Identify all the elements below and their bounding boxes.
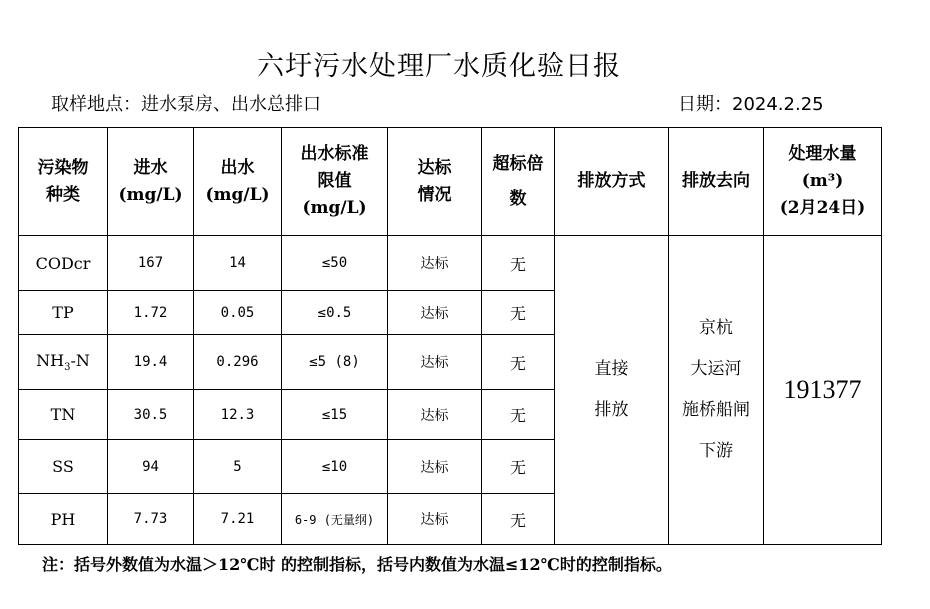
report-title: 六圩污水处理厂水质化验日报 (257, 51, 621, 82)
header-influent-line1: 进水 (133, 157, 168, 178)
limit-value: ≤50 (282, 236, 388, 291)
header-pollutant-line1: 污染物 (37, 157, 89, 178)
header-exceed-line2: 数 (509, 188, 527, 209)
influent-value: 7.73 (108, 494, 194, 545)
pollutant-name-tail: -N (70, 350, 90, 370)
header-discharge-method-label: 排放方式 (577, 171, 646, 191)
discharge-method-line1: 直接 (594, 359, 629, 379)
pollutant-name-subscript: 3 (64, 362, 71, 374)
discharge-dest-line1: 京杭 (699, 318, 733, 338)
status-value: 达标 (388, 440, 482, 494)
header-effluent (194, 128, 282, 236)
pollutant-name: CODcr (19, 236, 108, 291)
influent-value: 19.4 (108, 335, 194, 390)
sampling-location: 取样地点：进水泵房、出水总排口 (51, 94, 321, 115)
discharge-method-line2: 排放 (594, 400, 629, 420)
effluent-value: 12.3 (194, 390, 282, 440)
status-value: 达标 (388, 236, 482, 291)
header-pollutant-line2: 种类 (46, 184, 80, 205)
header-volume-line1: 处理水量 (788, 144, 857, 164)
volume-value: 191377 (764, 236, 882, 545)
header-effluent-unit: (mg/L) (205, 184, 270, 205)
discharge-method-cell (555, 236, 669, 545)
pollutant-name: PH (19, 494, 108, 545)
header-volume (764, 128, 882, 236)
influent-value: 94 (108, 440, 194, 494)
exceed-value: 无 (482, 494, 555, 545)
header-status-line1: 达标 (417, 157, 452, 178)
header-discharge-dest (669, 128, 764, 236)
header-limit-unit: (mg/L) (302, 198, 367, 218)
header-discharge-dest-label: 排放去向 (682, 171, 750, 191)
limit-value: ≤15 (282, 390, 388, 440)
pollutant-name-main: NH (36, 350, 65, 370)
header-status-line2: 情况 (417, 184, 452, 205)
exceed-value: 无 (482, 440, 555, 494)
header-volume-date: (2月24日) (779, 198, 866, 218)
pollutant-name: TP (19, 291, 108, 335)
effluent-value: 7.21 (194, 494, 282, 545)
status-value: 达标 (388, 291, 482, 335)
pollutant-name: SS (19, 440, 108, 494)
limit-value: ≤0.5 (282, 291, 388, 335)
table-row (19, 236, 882, 291)
exceed-value: 无 (482, 236, 555, 291)
exceed-value: 无 (482, 390, 555, 440)
header-exceed-line1: 超标倍 (492, 153, 544, 174)
header-pollutant (19, 128, 108, 236)
header-limit-line2: 限值 (317, 171, 352, 191)
status-value: 达标 (388, 494, 482, 545)
effluent-value: 0.296 (194, 335, 282, 390)
discharge-dest-line4: 下游 (699, 441, 733, 461)
influent-value: 1.72 (108, 291, 194, 335)
discharge-dest-line3: 施桥船闸 (682, 400, 750, 420)
influent-value: 167 (108, 236, 194, 291)
discharge-dest-line2: 大运河 (690, 359, 742, 379)
header-row (19, 128, 882, 236)
effluent-value: 5 (194, 440, 282, 494)
limit-value: 6-9 (无量纲) (282, 494, 388, 545)
limit-value: ≤5 (8) (282, 335, 388, 390)
header-volume-unit: (m³) (801, 171, 844, 191)
status-value: 达标 (388, 335, 482, 390)
effluent-value: 0.05 (194, 291, 282, 335)
pollutant-name (19, 335, 108, 390)
header-exceed (482, 128, 555, 236)
water-quality-table (18, 127, 882, 545)
header-influent (108, 128, 194, 236)
status-value: 达标 (388, 390, 482, 440)
pollutant-name: TN (19, 390, 108, 440)
report-date: 日期：2024.2.25 (678, 94, 824, 115)
header-limit-line1: 出水标准 (300, 144, 369, 164)
limit-value: ≤10 (282, 440, 388, 494)
exceed-value: 无 (482, 291, 555, 335)
header-status (388, 128, 482, 236)
footnote: 注：括号外数值为水温＞12℃时 的控制指标，括号内数值为水温≤12℃时的控制指标。 (42, 555, 672, 574)
header-influent-unit: (mg/L) (118, 184, 183, 205)
exceed-value: 无 (482, 335, 555, 390)
header-limit (282, 128, 388, 236)
discharge-dest-cell (669, 236, 764, 545)
header-discharge-method (555, 128, 669, 236)
influent-value: 30.5 (108, 390, 194, 440)
effluent-value: 14 (194, 236, 282, 291)
header-effluent-line1: 出水 (220, 157, 255, 178)
